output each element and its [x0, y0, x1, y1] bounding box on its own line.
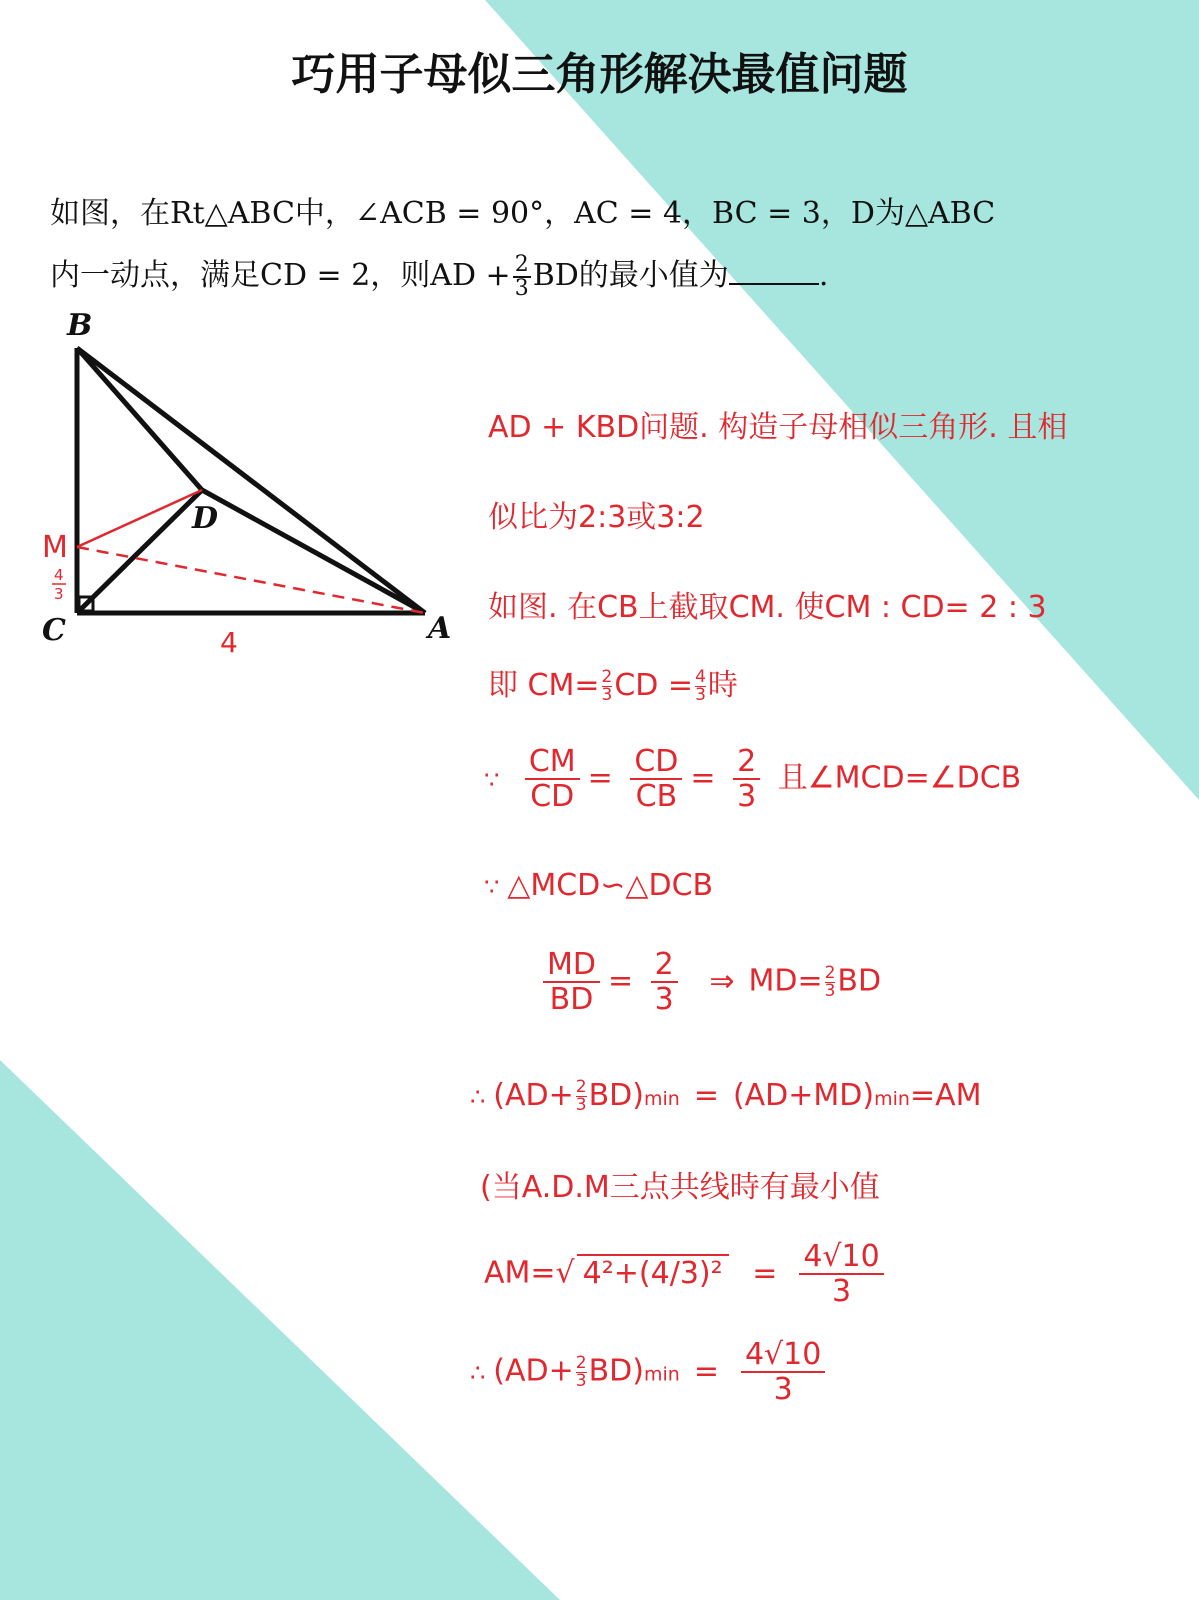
sol4-frac-2 [695, 669, 706, 704]
answer-blank [729, 257, 819, 285]
solution-line-1: AD + KBD问题. 构造子母相似三角形. 且相 [488, 410, 1068, 445]
sol8-f-num: 2 [575, 1077, 587, 1097]
fraction-two-thirds [513, 254, 531, 300]
sol8-d: =AM [909, 1078, 982, 1113]
sol10-a: AM= [484, 1255, 556, 1291]
sol7-f3-num: 2 [824, 962, 836, 983]
sol11-f2-den: 3 [773, 1372, 793, 1407]
sol7-frac-1 [543, 948, 600, 1016]
segment-ma-dashed [77, 547, 425, 613]
sol7-b: MD= [748, 963, 823, 999]
sol11-min: min [643, 1363, 680, 1386]
sol7-frac-3 [824, 962, 836, 1001]
frac-den: 3 [514, 276, 529, 301]
solution-line-10 [484, 1240, 1184, 1308]
sol10-f-num: 4√10 [799, 1240, 883, 1275]
sol7-eq: = [607, 963, 634, 999]
because-symbol: ∵ [484, 765, 500, 794]
similar-triangles: △MCD∽△DCB [507, 868, 714, 903]
solution-line-2: 似比为2:3或3:2 [488, 500, 705, 535]
sol4-f1-num: 2 [601, 667, 613, 687]
problem-text-b: BD的最小值为 [532, 258, 729, 293]
sol7-f2-num: 2 [651, 948, 678, 983]
sol7-f1-num: MD [543, 948, 600, 983]
label-ac-length: 4 [220, 626, 238, 659]
sol5-eq-1: = [587, 760, 613, 796]
side-ba [77, 348, 425, 613]
sol8-frac [576, 1079, 587, 1114]
sol8-f-den: 3 [575, 1095, 587, 1115]
segment-bd [77, 348, 202, 490]
triangle-figure [30, 300, 480, 680]
sol11-f-den: 3 [575, 1370, 587, 1391]
sol5-f2-num: CD [630, 745, 682, 780]
problem-line-1: 如图，在Rt△ABC中，∠ACB = 90°，AC = 4，BC = 3，D为△ABC [50, 196, 996, 231]
because-symbol-2: ∵ [484, 873, 500, 901]
implies-arrow: ⇒ [709, 963, 735, 999]
solution-line-11 [470, 1338, 1170, 1406]
sol8-b: BD) [588, 1078, 644, 1113]
sol11-f-num: 2 [575, 1352, 587, 1373]
label-cm-num: 4 [54, 566, 64, 584]
page-title: 巧用子母似三角形解决最值问题 [291, 49, 908, 100]
sol8-min-2: min [874, 1088, 910, 1110]
label-b: B [67, 308, 93, 343]
problem-text-a: 内一动点，满足CD = 2，则AD + [50, 258, 511, 293]
sol5-f1-num: CM [525, 745, 580, 780]
sol11-eq: = [693, 1353, 719, 1389]
sol5-f1-den: CD [530, 779, 575, 814]
segment-cd [77, 490, 202, 613]
sol4-b: CD = [614, 668, 694, 703]
sol11-frac [575, 1352, 587, 1391]
sol11-frac-2 [741, 1338, 825, 1406]
solution-line-5 [484, 745, 1184, 813]
sol5-tail: 且∠MCD=∠DCB [777, 760, 1022, 796]
sqrt-sign: √ [555, 1255, 575, 1291]
sol5-f3-den: 3 [737, 779, 757, 814]
solution-line-9: (当A.D.M三点共线時有最小值 [480, 1170, 880, 1205]
label-m: M [42, 530, 68, 565]
label-c: C [42, 613, 66, 648]
sol7-f3-den: 3 [824, 980, 836, 1001]
sol4-frac-1 [602, 669, 613, 704]
frac-num: 2 [514, 252, 529, 277]
sol10-eq: = [752, 1255, 778, 1291]
solution-line-3: 如图. 在CB上截取CM. 使CM : CD= 2 : 3 [488, 590, 1047, 625]
sol8-a: (AD+ [493, 1078, 574, 1113]
sol7-c: BD [837, 963, 882, 999]
sol4-c: 時 [707, 668, 738, 703]
sol7-frac-2 [651, 948, 678, 1016]
sol8-c: (AD+MD) [732, 1078, 875, 1113]
sol4-a: 即 CM= [488, 668, 600, 703]
problem-end: . [818, 258, 829, 293]
sol5-eq-2: = [690, 760, 716, 796]
therefore-symbol: ∴ [470, 1083, 486, 1111]
solution-line-8 [470, 1078, 1170, 1114]
problem-line-2 [50, 250, 1160, 300]
sol5-f3-num: 2 [733, 745, 760, 780]
sol11-f2-num: 4√10 [741, 1338, 825, 1373]
sqrt-content: 4²+(4/3)² [577, 1254, 729, 1291]
sol4-f2-num: 4 [695, 667, 706, 687]
sol5-f2-den: CB [635, 779, 678, 814]
solution-line-4 [488, 660, 1188, 704]
sol11-b: BD) [588, 1353, 644, 1389]
solution-line-7 [535, 948, 1199, 1016]
sol5-frac-1 [525, 745, 580, 813]
sol10-frac [799, 1240, 883, 1308]
label-d: D [192, 501, 219, 536]
sol8-min-1: min [643, 1088, 680, 1110]
segment-md [77, 490, 202, 547]
sol5-frac-2 [630, 745, 682, 813]
label-cm-den: 3 [54, 585, 64, 603]
sol4-f1-den: 3 [601, 685, 613, 705]
sol5-frac-3 [733, 745, 760, 813]
solution-line-6 [484, 868, 1184, 903]
segment-da [202, 490, 425, 613]
sol4-f2-den: 3 [695, 685, 706, 705]
sol7-f1-den: BD [549, 982, 594, 1017]
therefore-symbol-2: ∴ [470, 1358, 486, 1387]
sol10-f-den: 3 [831, 1274, 852, 1309]
sol7-f2-den: 3 [654, 982, 674, 1017]
sol11-a: (AD+ [493, 1353, 574, 1389]
sol8-eq: = [693, 1078, 719, 1113]
label-a: A [428, 611, 452, 646]
